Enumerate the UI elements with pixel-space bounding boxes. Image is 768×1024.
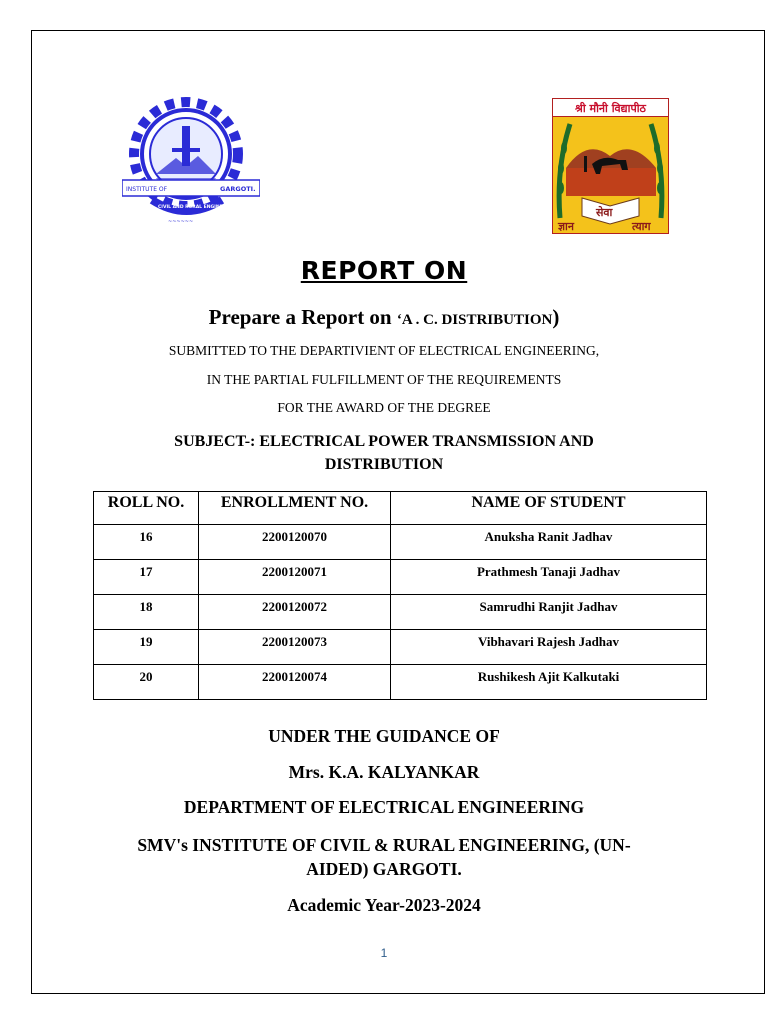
roll-no-cell: 17 [94,560,199,595]
submission-line-1: SUBMITTED TO THE DEPARTIVIENT OF ELECTRICAL ENGINEERING, [168,343,600,358]
table-row [94,630,707,665]
vidyapeeth-emblem-icon [552,98,669,234]
table-row [94,595,707,630]
emblem-title: श्री मौनी विद्यापीठ [575,102,646,115]
logo-text-mid: CIVIL AND RURAL ENGINEERING [158,205,239,210]
emblem-motto-right: त्याग [632,220,651,233]
header-roll-no: ROLL NO. [94,492,199,525]
enrollment-cell: 2200120073 [199,630,391,665]
submission-line-2: IN THE PARTIAL FULFILLMENT OF THE REQUIREMENTS [206,372,562,387]
roll-no-cell: 20 [94,665,199,700]
table-header-row [94,492,707,525]
enrollment-cell: 2200120070 [199,525,391,560]
subject-heading [0,430,768,476]
report-on-heading: REPORT ON [300,256,468,285]
logo-text-right: GARGOTI. [220,185,256,193]
table-row [94,525,707,560]
student-name-cell: Anuksha Ranit Jadhav [391,525,707,560]
student-name-cell: Samrudhi Ranjit Jadhav [391,595,707,630]
subject-line-1: SUBJECT-: ELECTRICAL POWER TRANSMISSION AND [174,433,594,450]
header-student-name: NAME OF STUDENT [391,492,707,525]
institute-gear-logo-icon [122,96,260,226]
academic-year: Academic Year-2023-2024 [287,895,481,915]
institute-name [0,833,768,881]
roll-no-cell: 16 [94,525,199,560]
svg-text:~~~~~~: ~~~~~~ [168,219,194,225]
submission-line-3: FOR THE AWARD OF THE DEGREE [277,400,491,415]
report-title-prefix: Prepare a Report on [208,305,397,329]
roll-no-cell: 18 [94,595,199,630]
department-name: DEPARTMENT OF ELECTRICAL ENGINEERING [183,797,585,817]
student-name-cell: Rushikesh Ajit Kalkutaki [391,665,707,700]
guide-name: Mrs. K.A. KALYANKAR [288,762,480,782]
student-table [93,491,707,700]
table-row [94,560,707,595]
report-title [0,305,768,330]
student-name-cell: Vibhavari Rajesh Jadhav [391,630,707,665]
institute-line-1: SMV's INSTITUTE OF CIVIL & RURAL ENGINEERING, (UN- [137,835,631,855]
student-name-cell: Prathmesh Tanaji Jadhav [391,560,707,595]
table-row [94,665,707,700]
enrollment-cell: 2200120072 [199,595,391,630]
page-number: 1 [380,946,388,960]
subject-line-2: DISTRIBUTION [324,456,444,473]
header-enrollment-no: ENROLLMENT NO. [199,492,391,525]
emblem-motto-mid: सेवा [596,206,613,219]
institute-line-2: AIDED) GARGOTI. [306,859,462,879]
logo-text-top: INSTITUTE OF [126,186,168,193]
emblem-motto-left: ज्ञान [558,220,575,233]
enrollment-cell: 2200120074 [199,665,391,700]
roll-no-cell: 19 [94,630,199,665]
guidance-heading: UNDER THE GUIDANCE OF [268,726,500,746]
report-title-suffix: ) [552,305,560,329]
report-topic: ‘A . C. DISTRIBUTION [396,312,553,328]
enrollment-cell: 2200120071 [199,560,391,595]
